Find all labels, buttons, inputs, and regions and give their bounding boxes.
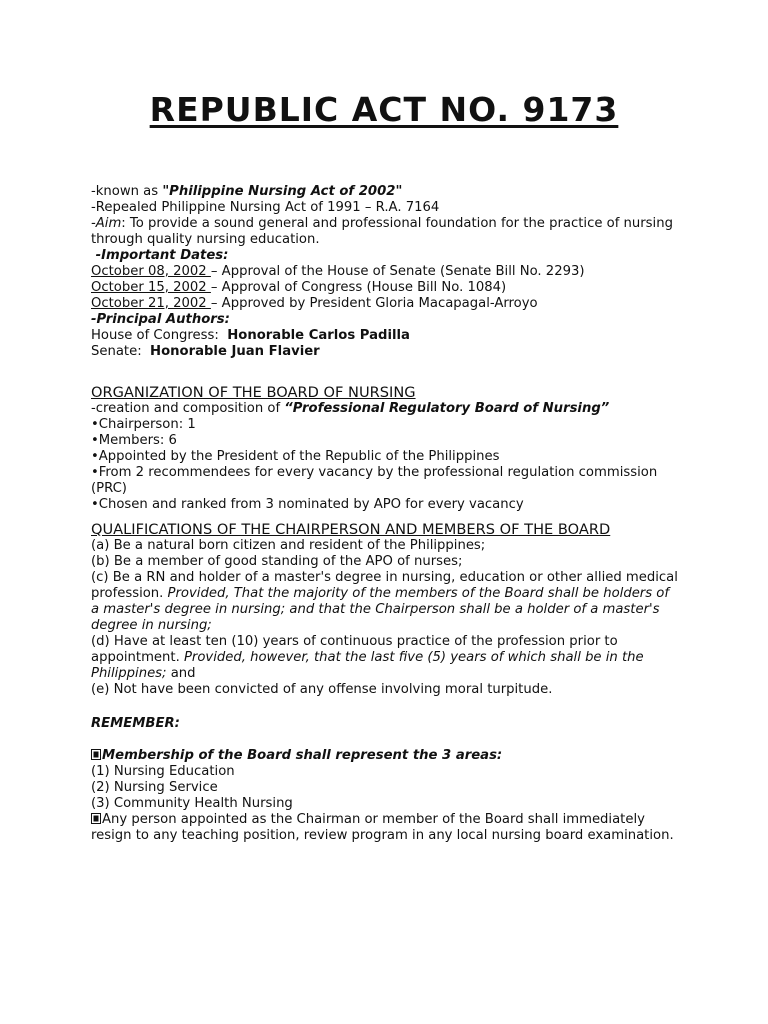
organization-bullet: •Members: 6	[91, 433, 177, 448]
area-item: (3) Community Health Nursing	[91, 796, 293, 811]
house-label: House of Congress:	[91, 328, 228, 343]
creation-line	[91, 401, 681, 417]
important-dates-heading: -Important Dates:	[91, 248, 229, 263]
organization-bullet: •Chosen and ranked from 3 nominated by APO for every vacancy	[91, 497, 524, 512]
senate-label: Senate:	[91, 344, 151, 359]
square-bullet-icon	[91, 749, 101, 760]
house-author-line	[91, 328, 681, 344]
known-as-name: "Philippine Nursing Act of 2002"	[162, 184, 403, 199]
remember-heading: REMEMBER:	[91, 716, 180, 731]
qualification-c-text: (c) Be a RN and holder of a master's degree in nursing, education or other allied medical profession.	[91, 570, 678, 601]
senate-author-line	[91, 344, 681, 360]
date-value: October 15, 2002	[91, 280, 211, 295]
house-author-name: Honorable Carlos Padilla	[227, 328, 410, 343]
document-body	[91, 184, 681, 844]
date-value: October 08, 2002	[91, 264, 211, 279]
date-item	[91, 264, 681, 280]
repealed-line: -Repealed Philippine Nursing Act of 1991 – R.A. 7164	[91, 200, 440, 215]
qualification-item	[91, 634, 681, 682]
qualifications-heading: QUALIFICATIONS OF THE CHAIRPERSON AND MEMBERS OF THE BOARD	[91, 521, 611, 538]
appointment-text: Any person appointed as the Chairman or member of the Board shall immediately resign to any teaching position, review program in any local nursing board examination.	[91, 812, 674, 843]
qualification-d-proviso: Provided, however, that the last five (5) years of which shall be in the Philippines;	[91, 650, 644, 681]
organization-bullet: •Chairperson: 1	[91, 417, 196, 432]
date-item	[91, 280, 681, 296]
membership-line	[91, 748, 681, 764]
spacer	[91, 360, 681, 385]
qualification-d-text: (d) Have at least ten (10) years of continuous practice of the profession prior to appointment.	[91, 634, 618, 665]
date-value: October 21, 2002	[91, 296, 211, 311]
appointment-line	[91, 812, 681, 844]
qualification-c-proviso: Provided, That the majority of the members of the Board shall be holders of a master's degree in nursing; and that the Chairperson shall be a holder of a master's degree in nursing;	[91, 586, 670, 633]
aim-label: -Aim	[91, 216, 122, 231]
square-bullet-icon	[91, 813, 101, 824]
document-title: REPUBLIC ACT NO. 9173	[149, 90, 619, 129]
spacer	[91, 732, 681, 748]
area-item: (1) Nursing Education	[91, 764, 235, 779]
organization-bullet: •From 2 recommendees for every vacancy by the professional regulation commission (PRC)	[91, 465, 658, 496]
area-item: (2) Nursing Service	[91, 780, 218, 795]
qualification-d-end: and	[166, 666, 196, 681]
organization-heading: ORGANIZATION OF THE BOARD OF NURSING	[91, 384, 416, 401]
aim-text: : To provide a sound general and professional foundation for the practice of nursing through quality nursing education.	[91, 216, 673, 247]
creation-prefix: -creation and composition of	[91, 401, 285, 416]
date-item	[91, 296, 681, 312]
senate-author-name: Honorable Juan Flavier	[150, 344, 320, 359]
spacer	[91, 698, 681, 716]
qualification-item: (b) Be a member of good standing of the APO of nurses;	[91, 554, 463, 569]
date-text: – Approval of Congress (House Bill No. 1084)	[210, 280, 507, 295]
creation-name: “Professional Regulatory Board of Nursing”	[284, 401, 610, 416]
membership-text: Membership of the Board shall represent the 3 areas:	[102, 748, 503, 763]
date-text: – Approval of the House of Senate (Senate Bill No. 2293)	[210, 264, 585, 279]
qualification-item	[91, 570, 681, 634]
aim-line	[91, 216, 681, 248]
known-as-line	[91, 184, 681, 200]
qualification-item: (a) Be a natural born citizen and resident of the Philippines;	[91, 538, 486, 553]
known-as-prefix: -known as	[91, 184, 163, 199]
date-text: – Approved by President Gloria Macapagal-Arroyo	[210, 296, 538, 311]
qualification-item: (e) Not have been convicted of any offense involving moral turpitude.	[91, 682, 553, 697]
principal-authors-heading: -Principal Authors:	[91, 312, 230, 327]
organization-bullet: •Appointed by the President of the Republic of the Philippines	[91, 449, 500, 464]
